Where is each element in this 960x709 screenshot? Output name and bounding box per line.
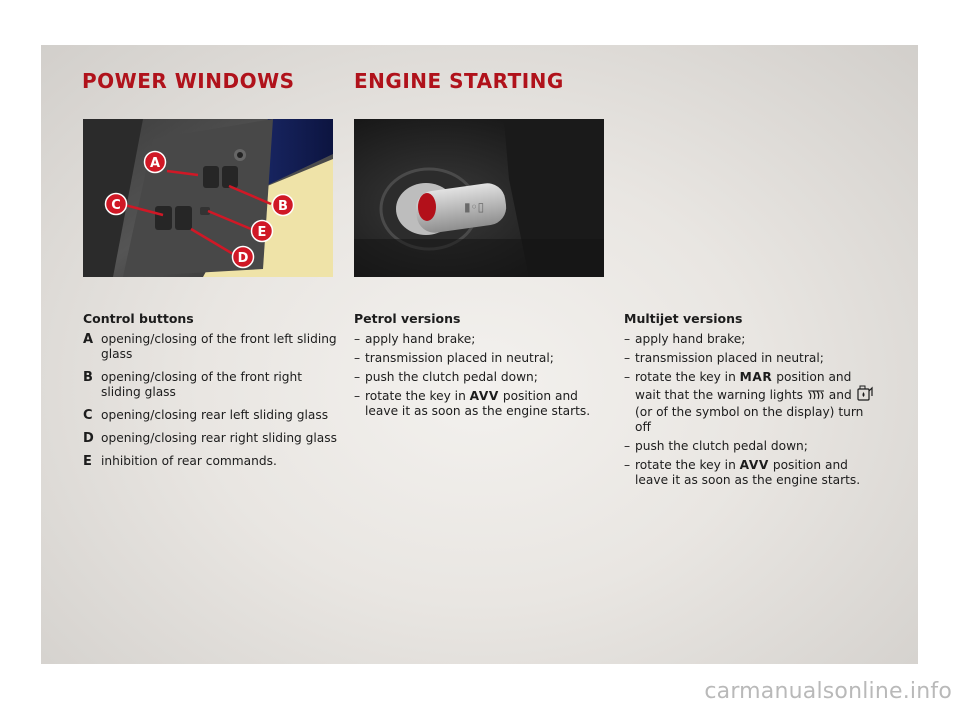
photo-label-c: C [111, 198, 121, 213]
avv-keyword: AVV [469, 389, 499, 403]
power-windows-heading: POWER WINDOWS [82, 69, 295, 93]
ignition-key-photo [354, 119, 604, 277]
petrol-step: – transmission placed in neutral; [354, 351, 554, 365]
control-item-e [83, 454, 343, 469]
item-text: opening/closing of the front left sliding glass [101, 332, 337, 361]
item-letter: A [83, 332, 94, 347]
glow-plug-icon [807, 390, 825, 405]
multijet-step: – rotate the key in MAR position and wait that the warning lights and (or of the symbol on the display) turn off [624, 370, 880, 435]
multijet-step: – apply hand brake; [624, 332, 746, 346]
petrol-versions-section [354, 311, 607, 423]
item-letter: D [83, 431, 94, 446]
control-item-b [83, 370, 343, 400]
photo-label-a: A [149, 156, 161, 171]
item-letter: B [83, 370, 93, 385]
photo-label-d: D [237, 251, 249, 266]
control-buttons-section [83, 311, 343, 477]
photo-label-e: E [257, 225, 267, 240]
multijet-step: – push the clutch pedal down; [624, 439, 808, 453]
photo-label-b: B [278, 199, 288, 214]
control-buttons-title: Control buttons [83, 311, 194, 326]
multijet-step: – rotate the key in AVV position and leave it as soon as the engine starts. [624, 458, 861, 487]
power-window-controls-photo [83, 119, 333, 277]
petrol-step: – apply hand brake; [354, 332, 476, 346]
site-watermark: carmanualsonline.info [704, 679, 952, 704]
control-item-a [83, 332, 343, 362]
control-item-c [83, 408, 343, 423]
petrol-versions-title: Petrol versions [354, 311, 461, 326]
petrol-step: – rotate the key in AVV position and leave it as soon as the engine starts. [354, 389, 591, 418]
petrol-step: – push the clutch pedal down; [354, 370, 538, 384]
item-text: opening/closing rear right sliding glass [101, 431, 337, 445]
multijet-step: – transmission placed in neutral; [624, 351, 824, 365]
svg-text:▮◦▯: ▮◦▯ [464, 200, 485, 214]
control-item-d [83, 431, 343, 446]
item-letter: C [83, 408, 93, 423]
item-text: opening/closing of the front right sliding glass [101, 370, 302, 399]
multijet-versions-title: Multijet versions [624, 311, 743, 326]
item-letter: E [83, 454, 92, 469]
engine-starting-heading: ENGINE STARTING [354, 69, 564, 93]
item-text: opening/closing rear left sliding glass [101, 408, 329, 422]
multijet-versions-section [624, 311, 880, 492]
avv-keyword: AVV [739, 458, 769, 472]
water-in-fuel-icon [856, 385, 874, 405]
mar-keyword: MAR [739, 370, 773, 384]
item-text: inhibition of rear commands. [101, 454, 277, 468]
